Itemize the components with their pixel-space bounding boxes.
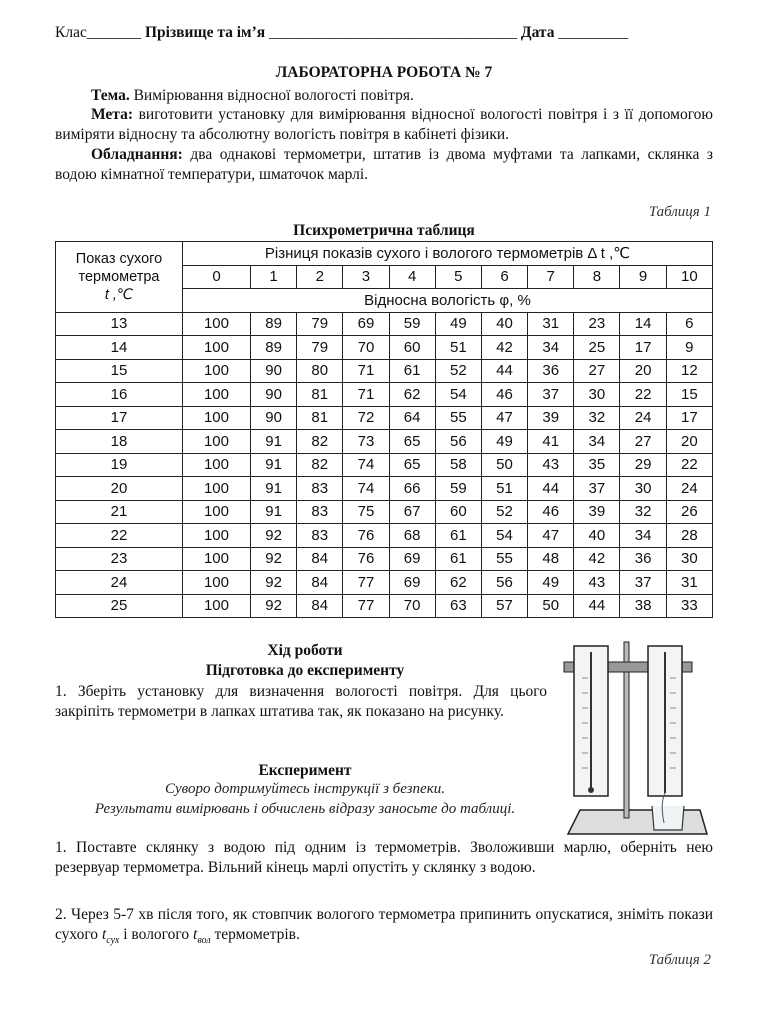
step2-part-a: 2. Через 5-7 хв після того, як стовпчик вологого термометра припинить опускатися, зніміть покази сухого: [55, 906, 713, 943]
humidity-value-cell: 89: [250, 312, 296, 336]
difference-header: Різниця показів сухого і вологого термометрів Δ t ,℃: [183, 242, 713, 266]
humidity-value-cell: 100: [183, 336, 251, 360]
table-row: [56, 547, 713, 571]
humidity-value-cell: 90: [250, 383, 296, 407]
step2-part-b: і вологого: [123, 926, 190, 943]
humidity-value-cell: 70: [343, 336, 389, 360]
humidity-value-cell: 65: [389, 453, 435, 477]
humidity-value-cell: 100: [183, 359, 251, 383]
humidity-value-cell: 25: [574, 336, 620, 360]
table-row: [56, 571, 713, 595]
equipment-label: Обладнання:: [91, 146, 183, 163]
humidity-value-cell: 59: [389, 312, 435, 336]
humidity-value-cell: 67: [389, 500, 435, 524]
humidity-value-cell: 29: [620, 453, 666, 477]
preparation-step: 1. Зберіть установку для визначення вологості повітря. Для цього закріпіть термометри в лапках штатива так, як показано на рисунку.: [55, 683, 547, 720]
goal-paragraph: [55, 105, 713, 145]
difference-value-cell: 0: [183, 265, 251, 289]
t-wet-subscript: вол: [197, 935, 211, 947]
humidity-value-cell: 46: [528, 500, 574, 524]
psychrometer-illustration: [560, 638, 715, 840]
humidity-value-cell: 31: [666, 571, 712, 595]
humidity-value-cell: 100: [183, 383, 251, 407]
humidity-value-cell: 35: [574, 453, 620, 477]
humidity-value-cell: 55: [481, 547, 527, 571]
table-row: [56, 312, 713, 336]
humidity-value-cell: 80: [297, 359, 343, 383]
humidity-value-cell: 91: [250, 500, 296, 524]
left-thermometer-bulb: [588, 787, 594, 793]
humidity-value-cell: 22: [620, 383, 666, 407]
psychrometric-table-body: [56, 312, 713, 618]
experiment-title: Експеримент: [258, 762, 352, 779]
theme-text: Вимірювання відносної вологості повітря.: [133, 87, 414, 104]
humidity-value-cell: 39: [528, 406, 574, 430]
humidity-value-cell: 26: [666, 500, 712, 524]
humidity-value-cell: 36: [620, 547, 666, 571]
humidity-value-cell: 71: [343, 383, 389, 407]
humidity-value-cell: 83: [297, 524, 343, 548]
experiment-step-2: [55, 905, 713, 951]
humidity-value-cell: 48: [528, 547, 574, 571]
humidity-value-cell: 90: [250, 359, 296, 383]
humidity-value-cell: 47: [481, 406, 527, 430]
humidity-value-cell: 17: [666, 406, 712, 430]
humidity-value-cell: 61: [435, 524, 481, 548]
humidity-value-cell: 41: [528, 430, 574, 454]
humidity-value-cell: 68: [389, 524, 435, 548]
dry-temperature-cell: 18: [56, 430, 183, 454]
humidity-value-cell: 49: [481, 430, 527, 454]
humidity-value-cell: 76: [343, 547, 389, 571]
goal-label: Мета:: [91, 106, 134, 123]
humidity-value-cell: 56: [435, 430, 481, 454]
difference-value-cell: 5: [435, 265, 481, 289]
dry-temperature-cell: 20: [56, 477, 183, 501]
humidity-value-cell: 42: [481, 336, 527, 360]
humidity-value-cell: 12: [666, 359, 712, 383]
t-dry-subscript: сух: [106, 935, 120, 947]
humidity-value-cell: 36: [528, 359, 574, 383]
humidity-value-cell: 69: [343, 312, 389, 336]
table-row: [56, 430, 713, 454]
preparation-title: Підготовка до експерименту: [205, 662, 405, 679]
humidity-value-cell: 50: [481, 453, 527, 477]
humidity-value-cell: 92: [250, 594, 296, 618]
humidity-value-cell: 77: [343, 571, 389, 595]
humidity-value-cell: 34: [574, 430, 620, 454]
humidity-value-cell: 100: [183, 430, 251, 454]
name-label: Прізвище та ім’я: [144, 24, 266, 41]
difference-value-cell: 6: [481, 265, 527, 289]
difference-value-cell: 7: [528, 265, 574, 289]
table1-caption: Таблиця 1: [648, 204, 711, 220]
t-dry-symbol: [101, 926, 120, 947]
humidity-value-cell: 58: [435, 453, 481, 477]
t-wet-symbol: [193, 926, 211, 947]
humidity-value-cell: 60: [389, 336, 435, 360]
humidity-value-cell: 22: [666, 453, 712, 477]
dry-temperature-cell: 15: [56, 359, 183, 383]
dry-temperature-cell: 23: [56, 547, 183, 571]
humidity-value-cell: 83: [297, 500, 343, 524]
t-wet-letter: t: [193, 926, 198, 943]
equipment-text: два однакові термометри, штатив із двома муфтами та лапками, склянка з водою кімнатної температури, шматочок марлі.: [55, 146, 713, 183]
humidity-value-cell: 71: [343, 359, 389, 383]
table-row: [56, 359, 713, 383]
name-blank: ________________________________: [269, 24, 518, 41]
humidity-value-cell: 44: [528, 477, 574, 501]
dry-thermometer-unit: t ,℃: [104, 286, 134, 303]
table-row: [56, 336, 713, 360]
humidity-value-cell: 59: [435, 477, 481, 501]
humidity-value-cell: 62: [389, 383, 435, 407]
humidity-value-cell: 38: [620, 594, 666, 618]
humidity-value-cell: 75: [343, 500, 389, 524]
humidity-value-cell: 89: [250, 336, 296, 360]
humidity-value-cell: 31: [528, 312, 574, 336]
humidity-value-cell: 100: [183, 547, 251, 571]
date-blank: _________: [558, 24, 629, 41]
humidity-value-cell: 100: [183, 524, 251, 548]
difference-value-cell: 10: [666, 265, 712, 289]
humidity-value-cell: 63: [435, 594, 481, 618]
table1-title: Психрометрична таблиця: [293, 222, 475, 239]
humidity-value-cell: 79: [297, 312, 343, 336]
humidity-value-cell: 51: [435, 336, 481, 360]
humidity-value-cell: 84: [297, 547, 343, 571]
humidity-value-cell: 37: [574, 477, 620, 501]
humidity-value-cell: 69: [389, 547, 435, 571]
dry-thermometer-header-text: Показ сухого термометра: [75, 250, 163, 285]
humidity-value-cell: 27: [620, 430, 666, 454]
dry-temperature-cell: 13: [56, 312, 183, 336]
theme-label: Тема.: [91, 87, 130, 104]
date-label: Дата: [520, 24, 555, 41]
humidity-value-cell: 55: [435, 406, 481, 430]
humidity-value-cell: 51: [481, 477, 527, 501]
humidity-value-cell: 30: [620, 477, 666, 501]
humidity-value-cell: 49: [528, 571, 574, 595]
t-dry-letter: t: [101, 926, 107, 943]
humidity-value-cell: 14: [620, 312, 666, 336]
humidity-value-cell: 24: [666, 477, 712, 501]
table2-caption: Таблиця 2: [648, 952, 711, 968]
table-row: [56, 594, 713, 618]
humidity-header: Відносна вологість φ, %: [183, 289, 713, 313]
goal-text: виготовити установку для вимірювання відносної вологості повітря і з її допомогою виміряти відносну та абсолютну вологість повітря в кабінеті фізики.: [55, 106, 713, 143]
humidity-value-cell: 27: [574, 359, 620, 383]
humidity-value-cell: 66: [389, 477, 435, 501]
humidity-value-cell: 100: [183, 594, 251, 618]
humidity-value-cell: 34: [528, 336, 574, 360]
dry-temperature-cell: 16: [56, 383, 183, 407]
difference-value-cell: 3: [343, 265, 389, 289]
humidity-value-cell: 57: [481, 594, 527, 618]
dry-temperature-cell: 24: [56, 571, 183, 595]
humidity-value-cell: 62: [435, 571, 481, 595]
humidity-value-cell: 15: [666, 383, 712, 407]
lab-title: ЛАБОРАТОРНА РОБОТА № 7: [275, 64, 493, 81]
table-row: [56, 524, 713, 548]
humidity-value-cell: 100: [183, 406, 251, 430]
humidity-value-cell: 23: [574, 312, 620, 336]
humidity-value-cell: 100: [183, 477, 251, 501]
table-row: [56, 383, 713, 407]
humidity-value-cell: 100: [183, 312, 251, 336]
difference-value-cell: 1: [250, 265, 296, 289]
humidity-value-cell: 81: [297, 383, 343, 407]
class-label: Клас: [55, 24, 87, 41]
humidity-value-cell: 42: [574, 547, 620, 571]
humidity-value-cell: 92: [250, 571, 296, 595]
humidity-value-cell: 39: [574, 500, 620, 524]
humidity-value-cell: 49: [435, 312, 481, 336]
dry-temperature-cell: 19: [56, 453, 183, 477]
humidity-value-cell: 56: [481, 571, 527, 595]
student-info-line: [55, 24, 715, 42]
difference-value-cell: 4: [389, 265, 435, 289]
difference-value-cell: 2: [297, 265, 343, 289]
humidity-value-cell: 30: [666, 547, 712, 571]
humidity-value-cell: 64: [389, 406, 435, 430]
equipment-paragraph: [55, 145, 713, 185]
dry-temperature-cell: 22: [56, 524, 183, 548]
humidity-value-cell: 37: [620, 571, 666, 595]
humidity-value-cell: 52: [435, 359, 481, 383]
humidity-value-cell: 91: [250, 453, 296, 477]
humidity-value-cell: 54: [481, 524, 527, 548]
humidity-value-cell: 20: [620, 359, 666, 383]
humidity-value-cell: 72: [343, 406, 389, 430]
humidity-value-cell: 44: [574, 594, 620, 618]
humidity-value-cell: 61: [435, 547, 481, 571]
humidity-value-cell: 91: [250, 477, 296, 501]
humidity-value-cell: 40: [574, 524, 620, 548]
humidity-value-cell: 100: [183, 571, 251, 595]
humidity-value-cell: 37: [528, 383, 574, 407]
humidity-value-cell: 83: [297, 477, 343, 501]
humidity-value-cell: 9: [666, 336, 712, 360]
humidity-value-cell: 17: [620, 336, 666, 360]
humidity-value-cell: 70: [389, 594, 435, 618]
humidity-value-cell: 28: [666, 524, 712, 548]
humidity-value-cell: 90: [250, 406, 296, 430]
humidity-value-cell: 24: [620, 406, 666, 430]
humidity-value-cell: 77: [343, 594, 389, 618]
class-blank: _______: [86, 24, 142, 41]
dry-temperature-cell: 14: [56, 336, 183, 360]
water-glass: [652, 806, 684, 830]
humidity-value-cell: 43: [528, 453, 574, 477]
table-row: [56, 477, 713, 501]
humidity-value-cell: 46: [481, 383, 527, 407]
humidity-value-cell: 33: [666, 594, 712, 618]
humidity-value-cell: 61: [389, 359, 435, 383]
humidity-value-cell: 91: [250, 430, 296, 454]
theme-paragraph: [55, 86, 713, 106]
humidity-value-cell: 73: [343, 430, 389, 454]
humidity-value-cell: 92: [250, 547, 296, 571]
experiment-step-1: 1. Поставте склянку з водою під одним із термометрів. Зволоживши марлю, оберніть нею резервуар термометра. Вільний кінець марлі опустіть у склянку з водою.: [55, 839, 713, 876]
psychrometric-table: [55, 241, 713, 618]
stand-base: [568, 810, 707, 834]
procedure-title: Хід роботи: [267, 642, 343, 659]
dry-temperature-cell: 17: [56, 406, 183, 430]
humidity-value-cell: 100: [183, 453, 251, 477]
humidity-value-cell: 43: [574, 571, 620, 595]
humidity-value-cell: 44: [481, 359, 527, 383]
humidity-value-cell: 81: [297, 406, 343, 430]
humidity-value-cell: 20: [666, 430, 712, 454]
table-row: [56, 500, 713, 524]
humidity-value-cell: 84: [297, 594, 343, 618]
humidity-value-cell: 30: [574, 383, 620, 407]
step2-part-c: термометрів.: [214, 926, 300, 943]
humidity-value-cell: 65: [389, 430, 435, 454]
dry-temperature-cell: 21: [56, 500, 183, 524]
humidity-value-cell: 84: [297, 571, 343, 595]
humidity-value-cell: 40: [481, 312, 527, 336]
difference-value-cell: 9: [620, 265, 666, 289]
dry-thermometer-header: [56, 242, 183, 313]
difference-value-cell: 8: [574, 265, 620, 289]
humidity-value-cell: 54: [435, 383, 481, 407]
table-row: [56, 453, 713, 477]
humidity-value-cell: 32: [620, 500, 666, 524]
dry-temperature-cell: 25: [56, 594, 183, 618]
table-row: [56, 406, 713, 430]
humidity-value-cell: 82: [297, 453, 343, 477]
humidity-value-cell: 47: [528, 524, 574, 548]
humidity-value-cell: 6: [666, 312, 712, 336]
humidity-value-cell: 32: [574, 406, 620, 430]
humidity-value-cell: 60: [435, 500, 481, 524]
safety-note: Суворо дотримуйтесь інструкції з безпеки.: [165, 781, 445, 797]
humidity-value-cell: 50: [528, 594, 574, 618]
humidity-value-cell: 100: [183, 500, 251, 524]
humidity-value-cell: 82: [297, 430, 343, 454]
humidity-value-cell: 74: [343, 453, 389, 477]
record-note: Результати вимірювань і обчислень відразу заносьте до таблиці.: [94, 801, 516, 817]
humidity-value-cell: 74: [343, 477, 389, 501]
humidity-value-cell: 92: [250, 524, 296, 548]
humidity-value-cell: 79: [297, 336, 343, 360]
humidity-value-cell: 69: [389, 571, 435, 595]
humidity-value-cell: 52: [481, 500, 527, 524]
humidity-value-cell: 76: [343, 524, 389, 548]
humidity-value-cell: 34: [620, 524, 666, 548]
